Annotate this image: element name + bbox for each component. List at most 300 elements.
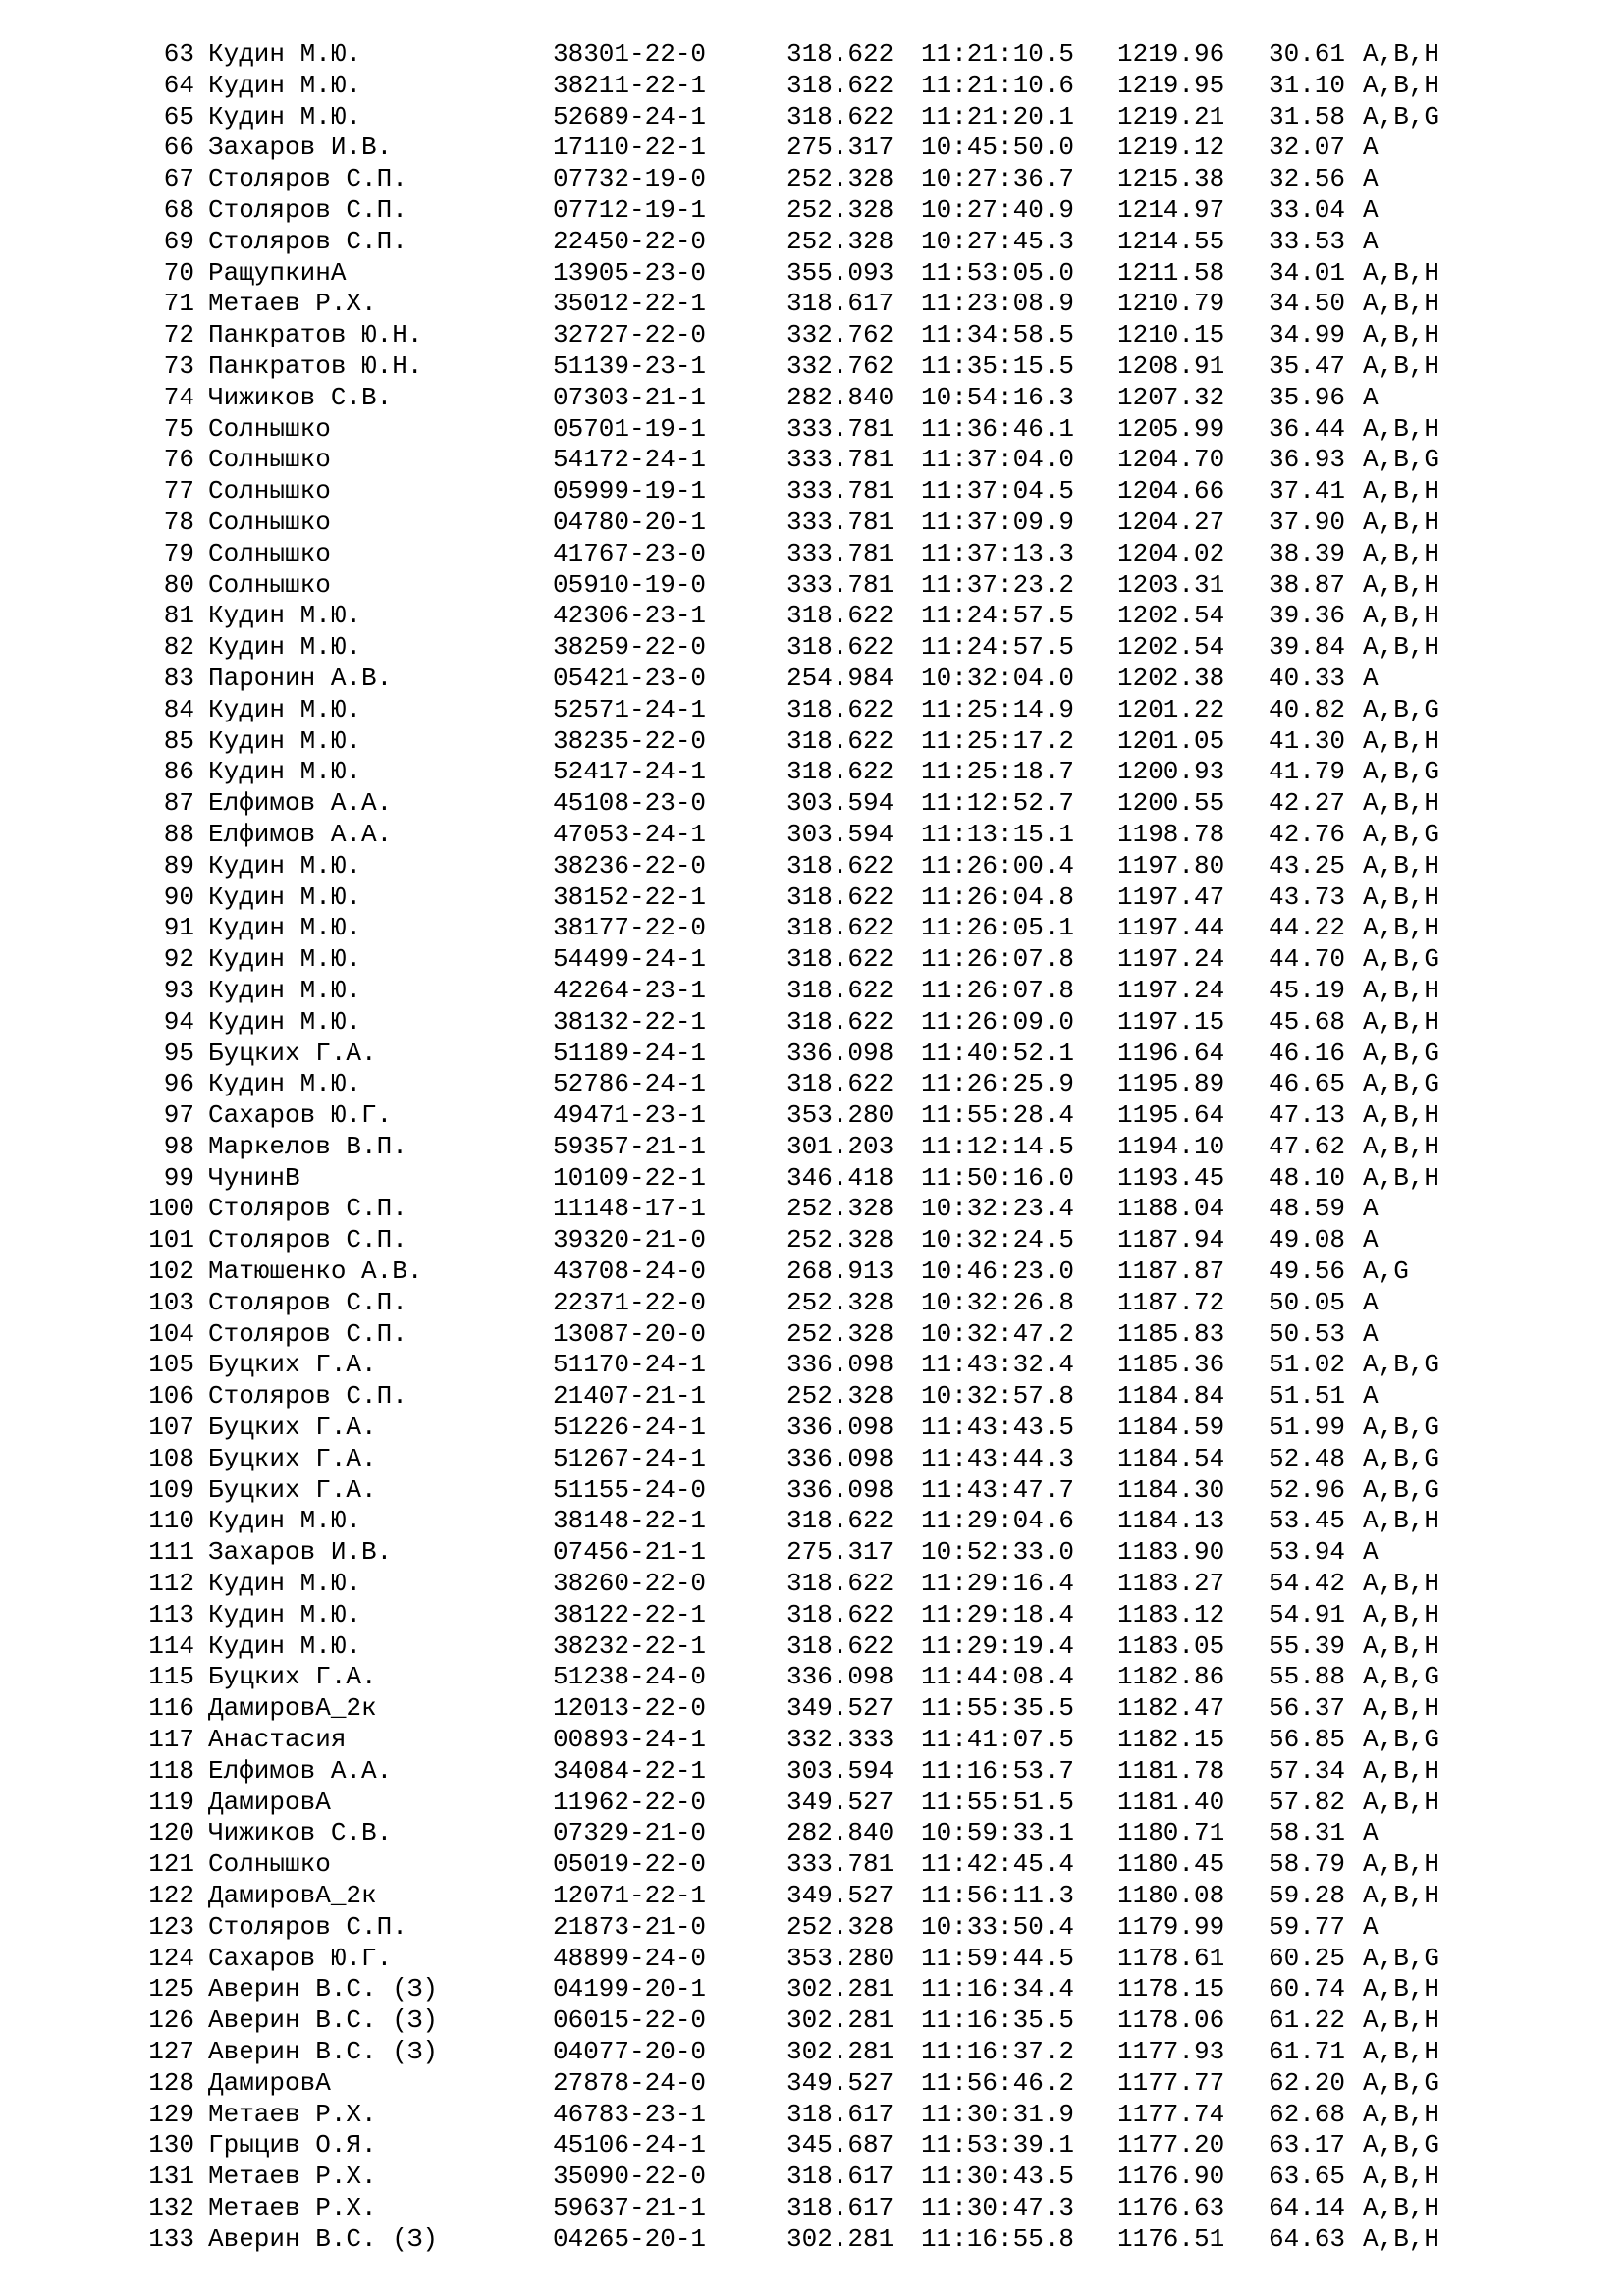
- speed: 1197.44: [1117, 913, 1225, 943]
- categories: A,B,H: [1363, 1569, 1440, 1599]
- fancier-name: Кудин М.Ю.: [208, 881, 362, 912]
- table-row: [0, 1163, 1624, 1195]
- distance: 353.280: [786, 1943, 894, 1973]
- categories: A,B,H: [1363, 1506, 1440, 1536]
- fancier-name: ЧунинВ: [208, 1162, 300, 1193]
- speed: 1180.71: [1117, 1818, 1225, 1848]
- ring-number: 12013-22-0: [553, 1693, 707, 1724]
- categories: A,B,H: [1363, 1881, 1440, 1911]
- place-number: 103: [148, 1287, 194, 1317]
- arrival-time: 11:21:20.1: [921, 101, 1075, 132]
- ring-number: 21873-21-0: [553, 1911, 707, 1942]
- points: 42.76: [1269, 819, 1346, 849]
- points: 50.53: [1269, 1318, 1346, 1349]
- arrival-time: 11:21:10.5: [921, 39, 1075, 69]
- speed: 1196.64: [1117, 1038, 1225, 1068]
- place-number: 70: [163, 257, 194, 288]
- speed: 1178.06: [1117, 2005, 1225, 2036]
- fancier-name: Солнышко: [208, 413, 331, 444]
- points: 41.30: [1269, 725, 1346, 756]
- arrival-time: 11:56:46.2: [921, 2067, 1075, 2098]
- fancier-name: Солнышко: [208, 1849, 331, 1880]
- categories: A: [1363, 226, 1379, 256]
- speed: 1215.38: [1117, 164, 1225, 194]
- ring-number: 27878-24-0: [553, 2067, 707, 2098]
- ring-number: 06015-22-0: [553, 2005, 707, 2036]
- speed: 1204.02: [1117, 538, 1225, 568]
- table-row: [0, 2068, 1624, 2100]
- fancier-name: Столяров С.П.: [208, 1194, 407, 1224]
- arrival-time: 11:29:18.4: [921, 1599, 1075, 1629]
- distance: 346.418: [786, 1162, 894, 1193]
- arrival-time: 11:12:14.5: [921, 1131, 1075, 1161]
- arrival-time: 11:26:07.8: [921, 944, 1075, 975]
- ring-number: 51238-24-0: [553, 1662, 707, 1692]
- categories: A: [1363, 1194, 1379, 1224]
- arrival-time: 11:37:09.9: [921, 507, 1075, 537]
- table-row: [0, 1475, 1624, 1507]
- fancier-name: Метаев Р.Х.: [208, 2162, 377, 2192]
- place-number: 132: [148, 2192, 194, 2222]
- table-row: [0, 1600, 1624, 1631]
- speed: 1207.32: [1117, 382, 1225, 412]
- speed: 1197.80: [1117, 850, 1225, 881]
- distance: 336.098: [786, 1350, 894, 1380]
- speed: 1184.13: [1117, 1506, 1225, 1536]
- arrival-time: 11:34:58.5: [921, 320, 1075, 350]
- speed: 1194.10: [1117, 1131, 1225, 1161]
- arrival-time: 11:26:25.9: [921, 1069, 1075, 1099]
- points: 49.08: [1269, 1225, 1346, 1255]
- speed: 1183.12: [1117, 1599, 1225, 1629]
- place-number: 120: [148, 1818, 194, 1848]
- fancier-name: Кудин М.Ю.: [208, 1599, 362, 1629]
- arrival-time: 11:55:35.5: [921, 1693, 1075, 1724]
- points: 39.84: [1269, 632, 1346, 663]
- arrival-time: 11:35:15.5: [921, 350, 1075, 381]
- distance: 336.098: [786, 1413, 894, 1443]
- points: 62.20: [1269, 2067, 1346, 2098]
- categories: A: [1363, 1225, 1379, 1255]
- fancier-name: Метаев Р.Х.: [208, 2192, 377, 2222]
- table-row: [0, 1662, 1624, 1693]
- place-number: 118: [148, 1755, 194, 1786]
- distance: 303.594: [786, 819, 894, 849]
- arrival-time: 10:32:04.0: [921, 663, 1075, 693]
- speed: 1181.40: [1117, 1787, 1225, 1817]
- speed: 1177.74: [1117, 2099, 1225, 2129]
- fancier-name: Кудин М.Ю.: [208, 1630, 362, 1661]
- distance: 336.098: [786, 1038, 894, 1068]
- distance: 333.781: [786, 476, 894, 507]
- categories: A,B,H: [1363, 2162, 1440, 2192]
- speed: 1197.47: [1117, 881, 1225, 912]
- table-row: [0, 1788, 1624, 1819]
- fancier-name: Кудин М.Ю.: [208, 1569, 362, 1599]
- distance: 333.781: [786, 538, 894, 568]
- arrival-time: 11:43:47.7: [921, 1474, 1075, 1505]
- table-row: [0, 1631, 1624, 1663]
- categories: A: [1363, 1287, 1379, 1317]
- points: 45.68: [1269, 1006, 1346, 1037]
- speed: 1193.45: [1117, 1162, 1225, 1193]
- ring-number: 05421-23-0: [553, 663, 707, 693]
- ring-number: 46783-23-1: [553, 2099, 707, 2129]
- categories: A,B,G: [1363, 757, 1440, 787]
- points: 31.58: [1269, 101, 1346, 132]
- points: 43.25: [1269, 850, 1346, 881]
- fancier-name: Кудин М.Ю.: [208, 944, 362, 975]
- ring-number: 05910-19-0: [553, 569, 707, 600]
- distance: 333.781: [786, 445, 894, 475]
- table-row: [0, 2224, 1624, 2256]
- fancier-name: Кудин М.Ю.: [208, 975, 362, 1005]
- speed: 1219.96: [1117, 39, 1225, 69]
- points: 31.10: [1269, 70, 1346, 100]
- arrival-time: 11:37:23.2: [921, 569, 1075, 600]
- ring-number: 07732-19-0: [553, 164, 707, 194]
- arrival-time: 10:52:33.0: [921, 1537, 1075, 1568]
- arrival-time: 11:43:44.3: [921, 1443, 1075, 1473]
- ring-number: 17110-22-1: [553, 133, 707, 163]
- table-row: [0, 1039, 1624, 1070]
- distance: 318.622: [786, 70, 894, 100]
- arrival-time: 11:13:15.1: [921, 819, 1075, 849]
- place-number: 119: [148, 1787, 194, 1817]
- speed: 1185.83: [1117, 1318, 1225, 1349]
- categories: A,B,H: [1363, 2037, 1440, 2066]
- speed: 1180.08: [1117, 1881, 1225, 1911]
- points: 60.74: [1269, 1974, 1346, 2004]
- table-row: [0, 1413, 1624, 1444]
- speed: 1197.24: [1117, 975, 1225, 1005]
- fancier-name: Кудин М.Ю.: [208, 725, 362, 756]
- speed: 1197.24: [1117, 944, 1225, 975]
- distance: 333.781: [786, 413, 894, 444]
- points: 34.01: [1269, 257, 1346, 288]
- ring-number: 13905-23-0: [553, 257, 707, 288]
- fancier-name: Матюшенко А.В.: [208, 1256, 423, 1287]
- fancier-name: Буцких Г.А.: [208, 1662, 377, 1692]
- table-row: [0, 39, 1624, 71]
- ring-number: 38132-22-1: [553, 1006, 707, 1037]
- distance: 318.622: [786, 725, 894, 756]
- place-number: 106: [148, 1381, 194, 1412]
- categories: A,B,H: [1363, 257, 1440, 288]
- categories: A,B,G: [1363, 1474, 1440, 1505]
- ring-number: 38259-22-0: [553, 632, 707, 663]
- fancier-name: Кудин М.Ю.: [208, 601, 362, 631]
- table-row: [0, 1537, 1624, 1569]
- table-row: [0, 757, 1624, 788]
- ring-number: 59357-21-1: [553, 1131, 707, 1161]
- place-number: 129: [148, 2099, 194, 2129]
- place-number: 95: [163, 1038, 194, 1068]
- place-number: 84: [163, 694, 194, 724]
- arrival-time: 11:24:57.5: [921, 601, 1075, 631]
- table-row: [0, 1069, 1624, 1100]
- speed: 1185.36: [1117, 1350, 1225, 1380]
- categories: A: [1363, 382, 1379, 412]
- arrival-time: 10:32:23.4: [921, 1194, 1075, 1224]
- speed: 1184.30: [1117, 1474, 1225, 1505]
- ring-number: 51226-24-1: [553, 1413, 707, 1443]
- table-row: [0, 507, 1624, 539]
- fancier-name: Буцких Г.А.: [208, 1350, 377, 1380]
- arrival-time: 11:41:07.5: [921, 1725, 1075, 1755]
- points: 45.19: [1269, 975, 1346, 1005]
- speed: 1183.90: [1117, 1537, 1225, 1568]
- distance: 282.840: [786, 1818, 894, 1848]
- distance: 252.328: [786, 1194, 894, 1224]
- table-row: [0, 476, 1624, 507]
- arrival-time: 11:53:39.1: [921, 2130, 1075, 2161]
- categories: A,B,G: [1363, 694, 1440, 724]
- categories: A,B,G: [1363, 445, 1440, 475]
- categories: A,B,H: [1363, 788, 1440, 819]
- categories: A: [1363, 1537, 1379, 1568]
- table-row: [0, 976, 1624, 1007]
- table-row: [0, 445, 1624, 476]
- points: 35.96: [1269, 382, 1346, 412]
- arrival-time: 11:42:45.4: [921, 1849, 1075, 1880]
- place-number: 74: [163, 382, 194, 412]
- place-number: 133: [148, 2223, 194, 2254]
- ring-number: 42306-23-1: [553, 601, 707, 631]
- place-number: 97: [163, 1100, 194, 1131]
- speed: 1188.04: [1117, 1194, 1225, 1224]
- table-row: [0, 1725, 1624, 1756]
- points: 57.82: [1269, 1787, 1346, 1817]
- arrival-time: 11:25:14.9: [921, 694, 1075, 724]
- fancier-name: Солнышко: [208, 476, 331, 507]
- table-row: [0, 788, 1624, 820]
- place-number: 125: [148, 1974, 194, 2004]
- table-row: [0, 1569, 1624, 1600]
- speed: 1182.47: [1117, 1693, 1225, 1724]
- speed: 1179.99: [1117, 1911, 1225, 1942]
- ring-number: 38235-22-0: [553, 725, 707, 756]
- distance: 318.622: [786, 944, 894, 975]
- fancier-name: ДамировА_2к: [208, 1881, 377, 1911]
- fancier-name: Солнышко: [208, 445, 331, 475]
- arrival-time: 11:25:18.7: [921, 757, 1075, 787]
- table-row: [0, 1288, 1624, 1319]
- arrival-time: 10:32:47.2: [921, 1318, 1075, 1349]
- points: 35.47: [1269, 350, 1346, 381]
- place-number: 109: [148, 1474, 194, 1505]
- points: 61.71: [1269, 2037, 1346, 2066]
- arrival-time: 10:27:45.3: [921, 226, 1075, 256]
- table-row: [0, 1319, 1624, 1351]
- table-row: [0, 1818, 1624, 1849]
- fancier-name: Кудин М.Ю.: [208, 694, 362, 724]
- distance: 252.328: [786, 1225, 894, 1255]
- categories: A,B,H: [1363, 2192, 1440, 2222]
- arrival-time: 11:30:31.9: [921, 2099, 1075, 2129]
- table-row: [0, 2130, 1624, 2162]
- fancier-name: Паронин А.В.: [208, 663, 393, 693]
- categories: A,B,G: [1363, 2067, 1440, 2098]
- points: 37.90: [1269, 507, 1346, 537]
- place-number: 71: [163, 289, 194, 319]
- table-row: [0, 820, 1624, 851]
- place-number: 123: [148, 1911, 194, 1942]
- categories: A: [1363, 1318, 1379, 1349]
- categories: A,B,H: [1363, 289, 1440, 319]
- arrival-time: 11:29:16.4: [921, 1569, 1075, 1599]
- table-row: [0, 1849, 1624, 1881]
- ring-number: 22371-22-0: [553, 1287, 707, 1317]
- ring-number: 52689-24-1: [553, 101, 707, 132]
- place-number: 115: [148, 1662, 194, 1692]
- categories: A,B,G: [1363, 1725, 1440, 1755]
- arrival-time: 10:32:24.5: [921, 1225, 1075, 1255]
- arrival-time: 11:29:04.6: [921, 1506, 1075, 1536]
- categories: A,B,H: [1363, 1849, 1440, 1880]
- speed: 1202.54: [1117, 601, 1225, 631]
- arrival-time: 11:21:10.6: [921, 70, 1075, 100]
- distance: 275.317: [786, 1537, 894, 1568]
- speed: 1204.66: [1117, 476, 1225, 507]
- place-number: 68: [163, 194, 194, 225]
- table-row: [0, 1256, 1624, 1288]
- points: 30.61: [1269, 39, 1346, 69]
- categories: A,B,G: [1363, 1069, 1440, 1099]
- speed: 1203.31: [1117, 569, 1225, 600]
- ring-number: 11962-22-0: [553, 1787, 707, 1817]
- categories: A,B,H: [1363, 476, 1440, 507]
- ring-number: 59637-21-1: [553, 2192, 707, 2222]
- fancier-name: Сахаров Ю.Г.: [208, 1943, 393, 1973]
- ring-number: 38260-22-0: [553, 1569, 707, 1599]
- table-row: [0, 1881, 1624, 1912]
- table-row: [0, 664, 1624, 695]
- ring-number: 52786-24-1: [553, 1069, 707, 1099]
- fancier-name: Елфимов А.А.: [208, 1755, 393, 1786]
- place-number: 131: [148, 2162, 194, 2192]
- points: 46.16: [1269, 1038, 1346, 1068]
- table-row: [0, 632, 1624, 664]
- place-number: 127: [148, 2037, 194, 2066]
- arrival-time: 11:26:04.8: [921, 881, 1075, 912]
- points: 53.45: [1269, 1506, 1346, 1536]
- distance: 332.333: [786, 1725, 894, 1755]
- arrival-time: 10:32:57.8: [921, 1381, 1075, 1412]
- table-row: [0, 258, 1624, 290]
- categories: A,B,G: [1363, 101, 1440, 132]
- ring-number: 21407-21-1: [553, 1381, 707, 1412]
- points: 54.42: [1269, 1569, 1346, 1599]
- points: 42.27: [1269, 788, 1346, 819]
- categories: A,B,H: [1363, 538, 1440, 568]
- categories: A,G: [1363, 1256, 1409, 1287]
- table-row: [0, 944, 1624, 976]
- categories: A: [1363, 663, 1379, 693]
- speed: 1184.59: [1117, 1413, 1225, 1443]
- distance: 336.098: [786, 1474, 894, 1505]
- points: 32.56: [1269, 164, 1346, 194]
- fancier-name: Солнышко: [208, 538, 331, 568]
- table-row: [0, 102, 1624, 133]
- ring-number: 49471-23-1: [553, 1100, 707, 1131]
- categories: A,B,G: [1363, 1350, 1440, 1380]
- speed: 1176.90: [1117, 2162, 1225, 2192]
- ring-number: 38148-22-1: [553, 1506, 707, 1536]
- categories: A,B,H: [1363, 1162, 1440, 1193]
- arrival-time: 11:26:00.4: [921, 850, 1075, 881]
- place-number: 79: [163, 538, 194, 568]
- points: 32.07: [1269, 133, 1346, 163]
- ring-number: 38232-22-1: [553, 1630, 707, 1661]
- table-row: [0, 1506, 1624, 1537]
- table-row: [0, 726, 1624, 758]
- categories: A: [1363, 164, 1379, 194]
- speed: 1208.91: [1117, 350, 1225, 381]
- points: 51.99: [1269, 1413, 1346, 1443]
- speed: 1187.87: [1117, 1256, 1225, 1287]
- results-table: [0, 39, 1624, 2256]
- points: 37.41: [1269, 476, 1346, 507]
- speed: 1176.51: [1117, 2223, 1225, 2254]
- speed: 1177.20: [1117, 2130, 1225, 2161]
- place-number: 98: [163, 1131, 194, 1161]
- categories: A,B,H: [1363, 70, 1440, 100]
- place-number: 85: [163, 725, 194, 756]
- categories: A: [1363, 133, 1379, 163]
- speed: 1181.78: [1117, 1755, 1225, 1786]
- speed: 1198.78: [1117, 819, 1225, 849]
- categories: A,B,H: [1363, 1131, 1440, 1161]
- points: 47.62: [1269, 1131, 1346, 1161]
- arrival-time: 11:12:52.7: [921, 788, 1075, 819]
- speed: 1214.97: [1117, 194, 1225, 225]
- distance: 349.527: [786, 2067, 894, 2098]
- distance: 318.622: [786, 1506, 894, 1536]
- place-number: 92: [163, 944, 194, 975]
- fancier-name: Кудин М.Ю.: [208, 632, 362, 663]
- categories: A,B,G: [1363, 1443, 1440, 1473]
- ring-number: 51170-24-1: [553, 1350, 707, 1380]
- arrival-time: 10:45:50.0: [921, 133, 1075, 163]
- points: 63.17: [1269, 2130, 1346, 2161]
- speed: 1184.54: [1117, 1443, 1225, 1473]
- table-row: [0, 882, 1624, 914]
- fancier-name: Елфимов А.А.: [208, 819, 393, 849]
- speed: 1182.86: [1117, 1662, 1225, 1692]
- categories: A: [1363, 1381, 1379, 1412]
- arrival-time: 11:55:51.5: [921, 1787, 1075, 1817]
- table-row: [0, 1444, 1624, 1475]
- table-row: [0, 351, 1624, 383]
- speed: 1178.15: [1117, 1974, 1225, 2004]
- ring-number: 47053-24-1: [553, 819, 707, 849]
- points: 52.48: [1269, 1443, 1346, 1473]
- place-number: 121: [148, 1849, 194, 1880]
- points: 44.70: [1269, 944, 1346, 975]
- arrival-time: 11:26:09.0: [921, 1006, 1075, 1037]
- table-row: [0, 851, 1624, 882]
- points: 38.87: [1269, 569, 1346, 600]
- place-number: 130: [148, 2130, 194, 2161]
- speed: 1177.93: [1117, 2037, 1225, 2066]
- table-row: [0, 383, 1624, 414]
- fancier-name: Буцких Г.А.: [208, 1038, 377, 1068]
- table-row: [0, 1194, 1624, 1225]
- categories: A,B,H: [1363, 975, 1440, 1005]
- fancier-name: ДамировА: [208, 2067, 331, 2098]
- speed: 1184.84: [1117, 1381, 1225, 1412]
